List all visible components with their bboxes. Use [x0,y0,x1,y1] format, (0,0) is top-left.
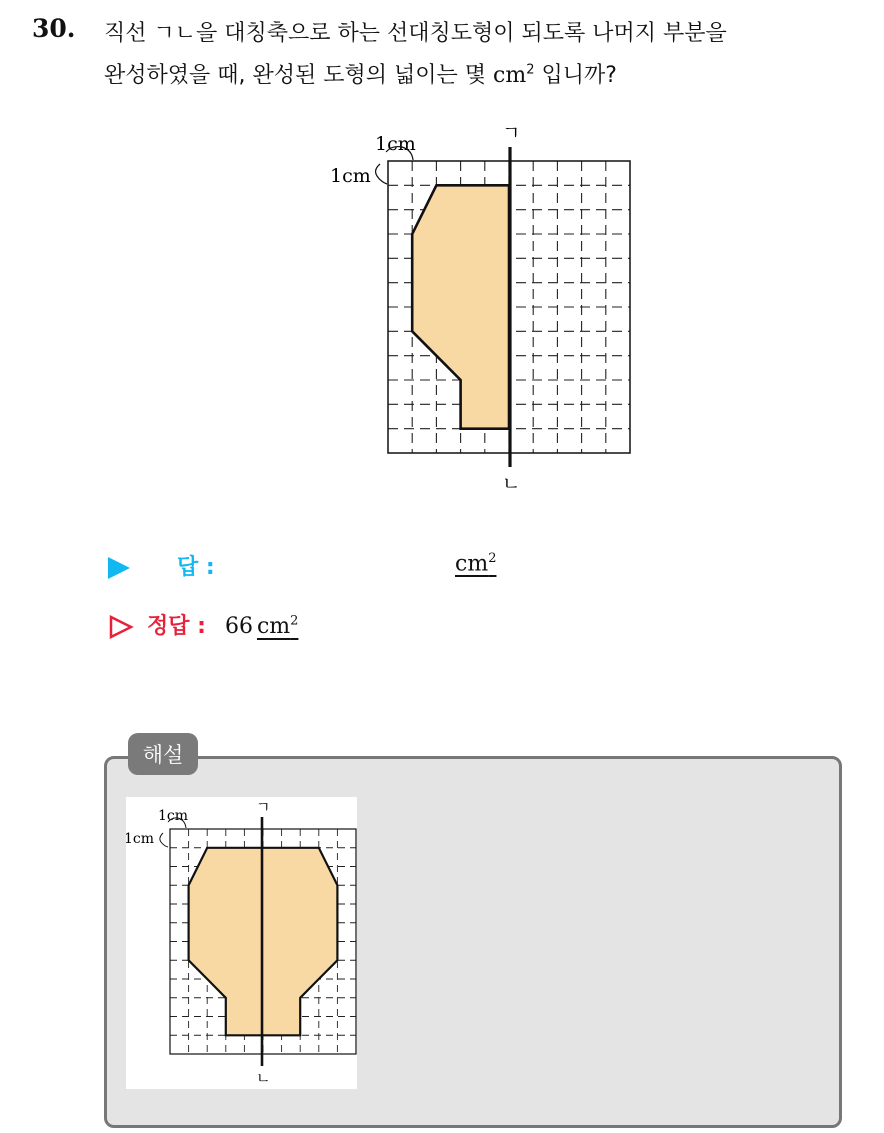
question-number: 30. [32,14,76,43]
solution-height-brace [160,833,168,847]
height-brace [376,164,387,184]
solution-axis-label-bottom: ㄴ [256,1069,271,1087]
half-shape [412,185,509,428]
correct-answer-unit-wrap [257,614,298,639]
solution-label-top: 1cm [158,808,189,824]
question-text-line2-end: 입니까? [541,63,617,88]
play-icon [108,557,130,579]
question-text-line1: 직선 ㄱㄴ을 대칭축으로 하는 선대칭도형이 되도록 나머지 부분을 [104,21,727,46]
solution-axis-label-top: ㄱ [256,798,271,816]
solution-figure [126,797,357,1089]
answer-unit: cm [455,551,489,577]
answer-row [108,550,215,581]
correct-answer-unit: cm [256,614,291,639]
solution-label-left: 1cm [126,831,155,847]
axis-label-top: ㄱ [502,122,521,144]
answer-label: 답 : [177,555,215,580]
figure-label-top: 1cm [375,133,416,155]
correct-answer-unit-sup: 2 [290,613,299,629]
problem-figure [322,118,652,498]
axis-label-bottom: ㄴ [502,473,521,495]
correct-answer-label: 정답 : [147,614,206,639]
correct-answer-value: 66 [224,614,253,639]
question-text-line2-main: 완성하였을 때, 완성된 도형의 넓이는 몇 [104,63,486,88]
correct-answer-row [108,609,298,640]
question-unit-sup: 2 [526,62,535,78]
outline-play-icon [108,614,134,640]
question-text-line2 [104,58,617,89]
explanation-image [126,797,357,1089]
answer-unit-sup: 2 [488,551,497,566]
answer-blank-unit[interactable] [455,551,496,576]
question-unit: cm [493,63,527,88]
explanation-tag: 해설 [128,733,198,775]
figure-label-left: 1cm [330,165,371,187]
